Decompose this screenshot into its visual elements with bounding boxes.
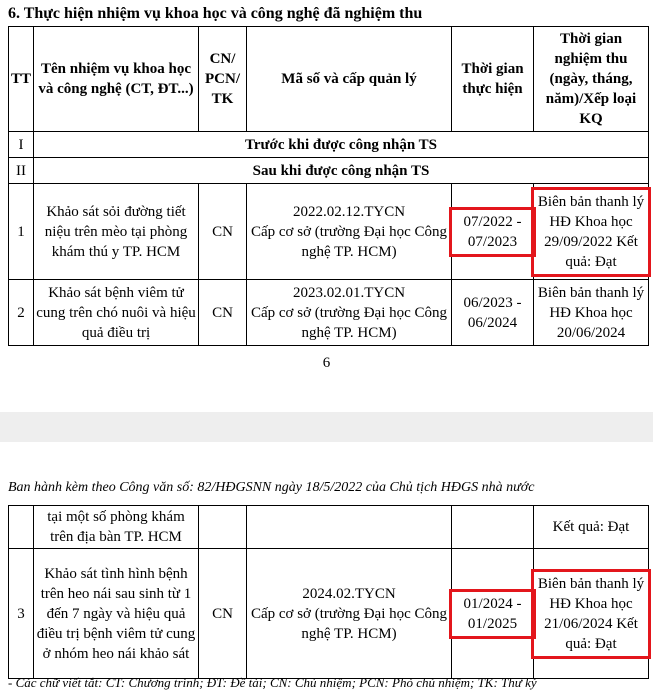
tasks-table-continued — [8, 505, 649, 679]
highlight-box-acceptance: Biên bản thanh lý HĐ Khoa học 21/06/2024 Kết quả: Đạt — [537, 575, 645, 652]
group-roman: I — [9, 132, 34, 158]
row-code-level: Cấp cơ sở (trường Đại học Công nghệ TP. HCM) — [250, 605, 448, 642]
row-code — [247, 184, 452, 280]
row-code — [247, 280, 452, 346]
row-acceptance — [534, 549, 649, 679]
row-code-level: Cấp cơ sở (trường Đại học Công nghệ TP. HCM) — [250, 304, 448, 341]
document-page-2 — [0, 442, 653, 690]
header-acceptance: Thời gian nghiệm thu (ngày, tháng, năm)/Xếp loại KQ — [534, 27, 649, 132]
row-period: 06/2023 - 06/2024 — [452, 280, 534, 346]
header-period: Thời gian thực hiện — [452, 27, 534, 132]
table-row — [9, 280, 649, 346]
header-tt: TT — [9, 27, 34, 132]
row-tt: 1 — [9, 184, 34, 280]
group-row-after — [9, 158, 649, 184]
highlight-box-period: 07/2022 - 07/2023 — [454, 212, 531, 252]
row-acceptance: Biên bản thanh lý HĐ Khoa học 20/06/2024 — [534, 280, 649, 346]
row-role: CN — [199, 280, 247, 346]
highlight-box-acceptance: Biên bản thanh lý HĐ Khoa học 29/09/2022 Kết quả: Đạt — [537, 193, 645, 270]
footer-note: - Các chữ viết tắt: CT: Chương trình; ĐT: Đề tài; CN: Chủ nhiệm; PCN: Phó chủ nhiệm; TK: Thư ký — [8, 675, 537, 690]
row-code-number: 2022.02.12.TYCN — [292, 203, 406, 220]
row-tt: 3 — [9, 549, 34, 679]
table-row — [9, 549, 649, 679]
header-role: CN/ PCN/ TK — [199, 27, 247, 132]
group-label: Sau khi được công nhận TS — [34, 158, 649, 184]
row-task-name: Khảo sát sỏi đường tiết niệu trên mèo tại phòng khám thú y TP. HCM — [34, 184, 199, 280]
table-header-row — [9, 27, 649, 132]
group-roman: II — [9, 158, 34, 184]
section-title: 6. Thực hiện nhiệm vụ khoa học và công nghệ đã nghiệm thu — [8, 5, 423, 22]
row-role: CN — [199, 549, 247, 679]
table-row-continued — [9, 506, 649, 549]
row-task-name: Khảo sát bệnh viêm tử cung trên chó nuôi và hiệu quả điều trị — [34, 280, 199, 346]
page-separator — [0, 412, 653, 442]
group-label: Trước khi được công nhận TS — [34, 132, 649, 158]
row-code-level: Cấp cơ sở (trường Đại học Công nghệ TP. HCM) — [250, 223, 448, 260]
group-row-before — [9, 132, 649, 158]
row-tt: 2 — [9, 280, 34, 346]
page-number: 6 — [322, 355, 331, 371]
row-period — [452, 549, 534, 679]
highlight-box-period: 01/2024 - 01/2025 — [454, 594, 531, 634]
row-role: CN — [199, 184, 247, 280]
header-task-name: Tên nhiệm vụ khoa học và công nghệ (CT, ĐT...) — [34, 27, 199, 132]
header-note: Ban hành kèm theo Công văn số: 82/HĐGSNN ngày 18/5/2022 của Chủ tịch HĐGS nhà nước — [8, 480, 535, 495]
row-acceptance — [534, 184, 649, 280]
header-code: Mã số và cấp quản lý — [247, 27, 452, 132]
row-acceptance: Kết quả: Đạt — [534, 506, 649, 549]
row-code-number: 2023.02.01.TYCN — [292, 284, 406, 301]
tasks-table — [8, 26, 649, 346]
row-code-number: 2024.02.TYCN — [302, 585, 396, 602]
row-period — [452, 184, 534, 280]
row-task-name: Khảo sát tình hình bệnh trên heo nái sau sinh từ 1 đến 7 ngày và hiệu quả điều trị bệnh viêm tử cung ở nhóm heo nái khảo sát — [34, 549, 199, 679]
row-task-name: tại một số phòng khám trên địa bàn TP. HCM — [34, 506, 199, 549]
row-code — [247, 549, 452, 679]
table-row — [9, 184, 649, 280]
